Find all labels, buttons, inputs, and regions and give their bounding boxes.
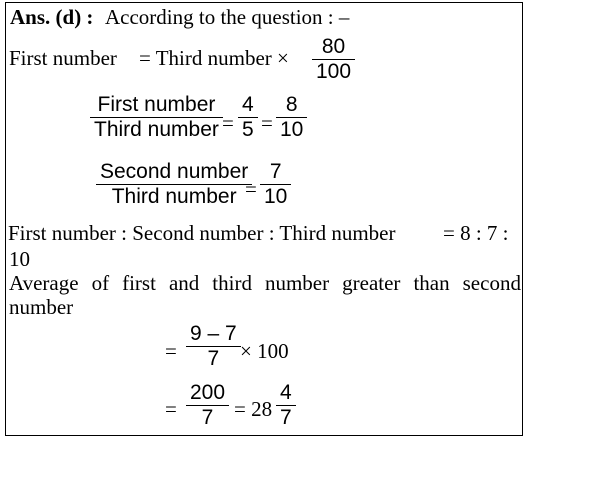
ratio-line: First number : Second number : Third number [8, 221, 396, 245]
times-100: × 100 [240, 339, 289, 363]
fraction-4-over-7 [276, 381, 296, 430]
equals-sign: = [165, 397, 177, 421]
fraction-8-over-10 [276, 93, 307, 142]
average-sentence [9, 271, 521, 295]
denominator: Third number [111, 185, 237, 208]
average-sentence-continued: number [9, 295, 74, 319]
equals-28: = 28 [234, 397, 273, 421]
denominator: Third number [94, 118, 219, 141]
numerator: 8 [285, 93, 298, 116]
numerator: 200 [190, 381, 226, 404]
fraction-first-over-third [90, 93, 223, 142]
numerator: 9 – 7 [190, 322, 237, 345]
numerator: 4 [242, 93, 254, 116]
denominator: 10 [280, 118, 304, 141]
numerator: 4 [280, 381, 292, 404]
numerator: First number [97, 93, 216, 116]
equals-sign: = [261, 111, 273, 135]
fraction-200-over-7 [186, 381, 229, 430]
word: number [264, 271, 330, 295]
fraction-second-over-third [96, 160, 252, 209]
word: greater [342, 271, 401, 295]
denominator: 7 [280, 406, 292, 429]
fraction-9-minus-7-over-7 [186, 322, 241, 371]
numerator: 7 [269, 160, 282, 183]
fraction-7-over-10 [260, 160, 291, 209]
equals-sign: = [165, 339, 177, 363]
word: third [212, 271, 252, 295]
intro-text: According to the question : – [105, 5, 350, 29]
word: of [91, 271, 110, 295]
ratio-line-continued: 10 [9, 247, 30, 271]
denominator: 7 [201, 406, 214, 429]
answer-label: Ans. (d) : [10, 5, 94, 29]
word: Average [9, 271, 79, 295]
word: and [168, 271, 200, 295]
ratio-value: = 8 : 7 : [443, 221, 509, 245]
denominator: 7 [207, 347, 220, 370]
denominator: 5 [242, 118, 254, 141]
denominator: 10 [264, 185, 288, 208]
numerator: 80 [321, 35, 346, 58]
equals-third-number-times: = Third number × [139, 46, 289, 70]
first-number-label: First number [9, 46, 117, 70]
equals-sign: = [222, 111, 234, 135]
fraction-4-over-5 [238, 93, 258, 142]
equals-sign: = [245, 177, 257, 201]
denominator: 100 [316, 60, 352, 83]
word: first [122, 271, 156, 295]
numerator: Second number [100, 160, 249, 183]
fraction-80-over-100 [312, 35, 355, 84]
word: second [462, 271, 521, 295]
word: than [413, 271, 450, 295]
